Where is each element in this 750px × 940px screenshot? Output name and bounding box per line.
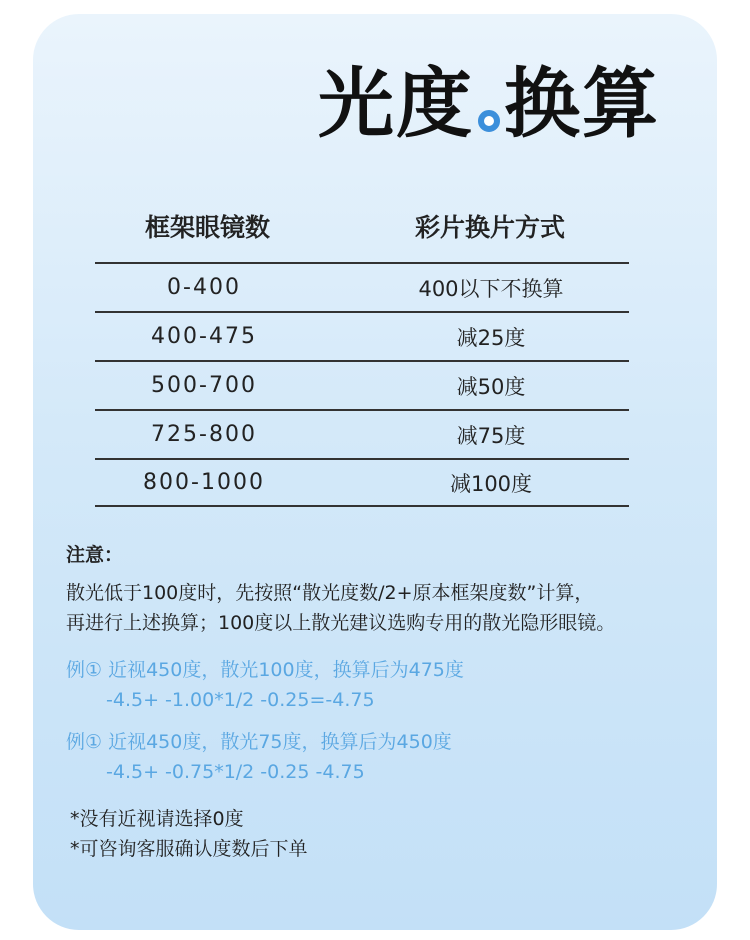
footer-note-1: *没有近视请选择0度 [70,808,244,830]
table-row [95,409,629,458]
example-1 [66,655,464,715]
table-row [95,458,629,507]
range-cell: 500-700 [151,373,257,398]
table-row [95,360,629,409]
method-cell: 400以下不换算 [418,276,564,301]
note-text [66,578,706,638]
method-cell: 减75度 [456,423,526,448]
table-row [95,262,629,311]
column-header-frame-power: 框架眼镜数 [145,213,271,242]
footer-note-2: *可咨询客服确认度数后下单 [70,838,308,860]
example-2-line-1: 例① 近视450度，散光75度，换算后为450度 [66,731,452,753]
note-heading: 注意： [66,544,124,566]
example-1-line-1: 例① 近视450度，散光100度，换算后为475度 [66,659,464,681]
title-part-2: 换算 [504,59,660,148]
note-line-2: 再进行上述换算；100度以上散光建议选购专用的散光隐形眼镜。 [66,612,616,634]
page-title [318,59,660,148]
range-cell: 725-800 [151,422,257,447]
method-cell: 减25度 [456,325,526,350]
table-row [95,311,629,360]
method-cell: 减100度 [449,471,533,496]
conversion-table [95,262,629,507]
example-2 [66,727,452,787]
note-line-1: 散光低于100度时，先按照“散光度数/2+原本框架度数”计算， [66,582,594,604]
column-header-conversion: 彩片换片方式 [415,213,566,242]
range-cell: 0-400 [167,275,241,300]
example-1-line-2: -4.5+ -1.00*1/2 -0.25=-4.75 [106,689,375,711]
method-cell: 减50度 [456,374,526,399]
title-part-1: 光度 [318,59,474,148]
range-cell: 800-1000 [143,470,265,495]
range-cell: 400-475 [151,324,257,349]
example-2-line-2: -4.5+ -0.75*1/2 -0.25 -4.75 [106,761,365,783]
dot-icon [478,110,500,132]
